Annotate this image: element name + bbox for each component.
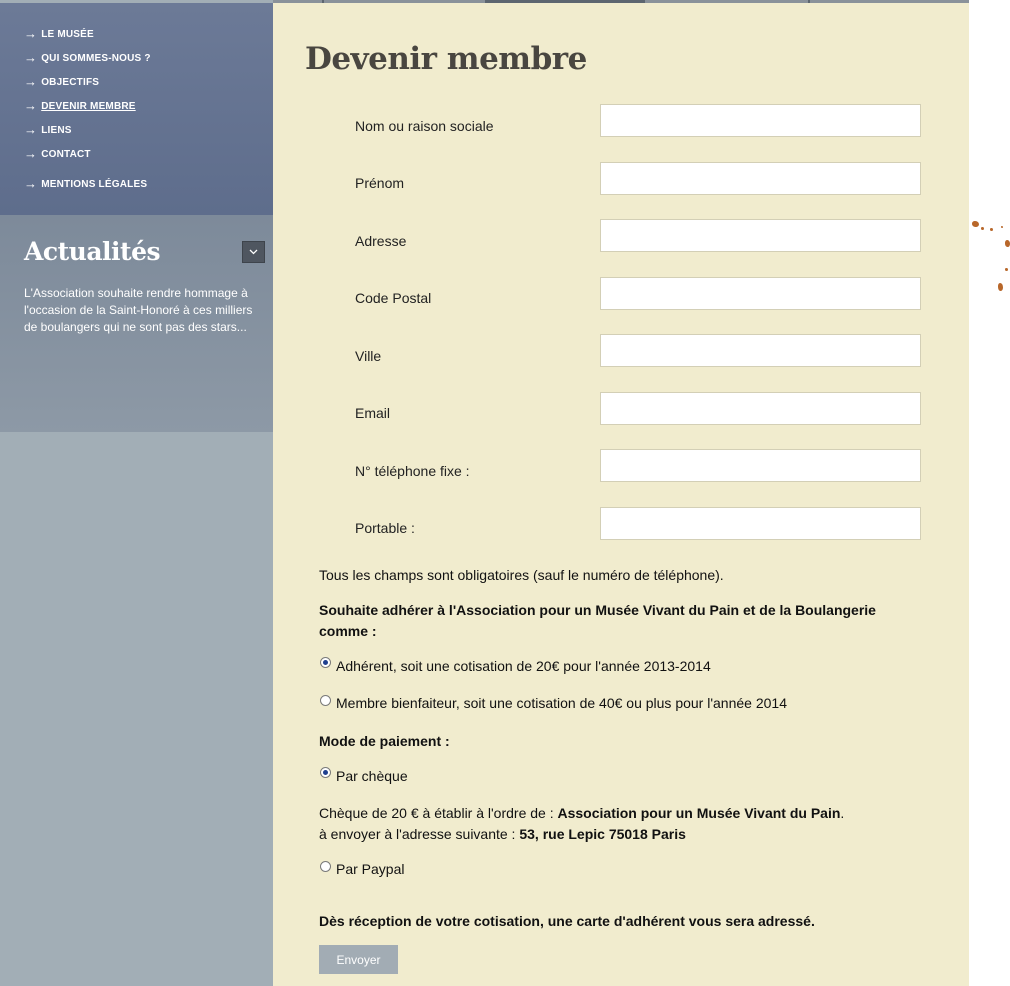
reception-note: Dès réception de votre cotisation, une carte d'adhérent vous sera adressé. <box>319 913 815 929</box>
arrow-right-icon: → <box>24 176 38 191</box>
required-note: Tous les champs sont obligatoires (sauf le numéro de téléphone). <box>319 567 724 583</box>
cheque-address: 53, rue Lepic 75018 Paris <box>519 826 686 842</box>
field-label-portable: Portable : <box>355 520 415 536</box>
nav-item-contact[interactable]: → CONTACT <box>24 146 91 161</box>
code-postal-input[interactable] <box>600 277 921 310</box>
nav-item-mentions-legales[interactable]: → MENTIONS LÉGALES <box>24 176 148 191</box>
news-text[interactable]: L'Association souhaite rendre hommage à l'occasion de la Saint-Honoré à ces milliers de boulangers qui ne sont pas des stars... <box>24 286 253 334</box>
main-content <box>273 3 969 986</box>
cheque-instructions: Chèque de 20 € à établir à l'ordre de : Association pour un Musée Vivant du Pain. <box>319 805 845 821</box>
email-input[interactable] <box>600 392 921 425</box>
field-label-prenom: Prénom <box>355 175 405 191</box>
news-title: Actualités <box>24 237 161 266</box>
nav-item-objectifs[interactable]: → OBJECTIFS <box>24 74 100 89</box>
adherent-label[interactable]: Adhérent, soit une cotisation de 20€ pour l'année 2013-2014 <box>336 658 711 674</box>
nav-item-le-musee[interactable]: → LE MUSÉE <box>24 26 94 41</box>
nav-item-devenir-membre[interactable]: → DEVENIR MEMBRE <box>24 98 136 113</box>
arrow-right-icon: → <box>24 146 38 161</box>
field-label-adresse: Adresse <box>355 233 407 249</box>
arrow-right-icon: → <box>24 50 38 65</box>
field-label-telephone-fixe: N° téléphone fixe : <box>355 463 470 479</box>
cheque-payee: Association pour un Musée Vivant du Pain <box>557 805 841 821</box>
telephone-fixe-input[interactable] <box>600 449 921 482</box>
arrow-right-icon: → <box>24 122 38 137</box>
cheque-radio[interactable] <box>320 767 331 778</box>
main-nav <box>0 3 273 215</box>
bienfaiteur-radio[interactable] <box>320 695 331 706</box>
submit-button[interactable]: Envoyer <box>319 945 398 974</box>
arrow-right-icon: → <box>24 26 38 41</box>
field-label-email: Email <box>355 405 391 421</box>
field-label-code-postal: Code Postal <box>355 290 432 306</box>
chevron-down-icon[interactable] <box>242 241 265 263</box>
nom-input[interactable] <box>600 104 921 137</box>
cheque-address-line: à envoyer à l'adresse suivante : 53, rue Lepic 75018 Paris <box>319 826 686 842</box>
field-label-ville: Ville <box>355 348 382 364</box>
adresse-input[interactable] <box>600 219 921 252</box>
portable-input[interactable] <box>600 507 921 540</box>
adhesion-heading-line2: comme : <box>319 623 377 639</box>
adhesion-heading-line1: Souhaite adhérer à l'Association pour un Musée Vivant du Pain et de la Boulangerie <box>319 602 876 618</box>
field-label-nom: Nom ou raison sociale <box>355 118 494 134</box>
nav-item-liens[interactable]: → LIENS <box>24 122 72 137</box>
paypal-radio[interactable] <box>320 861 331 872</box>
prenom-input[interactable] <box>600 162 921 195</box>
bienfaiteur-label[interactable]: Membre bienfaiteur, soit une cotisation de 40€ ou plus pour l'année 2014 <box>336 695 787 711</box>
ville-input[interactable] <box>600 334 921 367</box>
adherent-radio[interactable] <box>320 657 331 668</box>
cheque-label[interactable]: Par chèque <box>336 768 408 784</box>
payment-heading: Mode de paiement : <box>319 733 450 749</box>
news-panel <box>0 215 273 432</box>
nav-item-qui-sommes-nous[interactable]: → QUI SOMMES-NOUS ? <box>24 50 151 65</box>
paypal-label[interactable]: Par Paypal <box>336 861 405 877</box>
arrow-right-icon: → <box>24 98 38 113</box>
page-title: Devenir membre <box>305 41 587 77</box>
arrow-right-icon: → <box>24 74 38 89</box>
sidebar <box>0 0 273 986</box>
